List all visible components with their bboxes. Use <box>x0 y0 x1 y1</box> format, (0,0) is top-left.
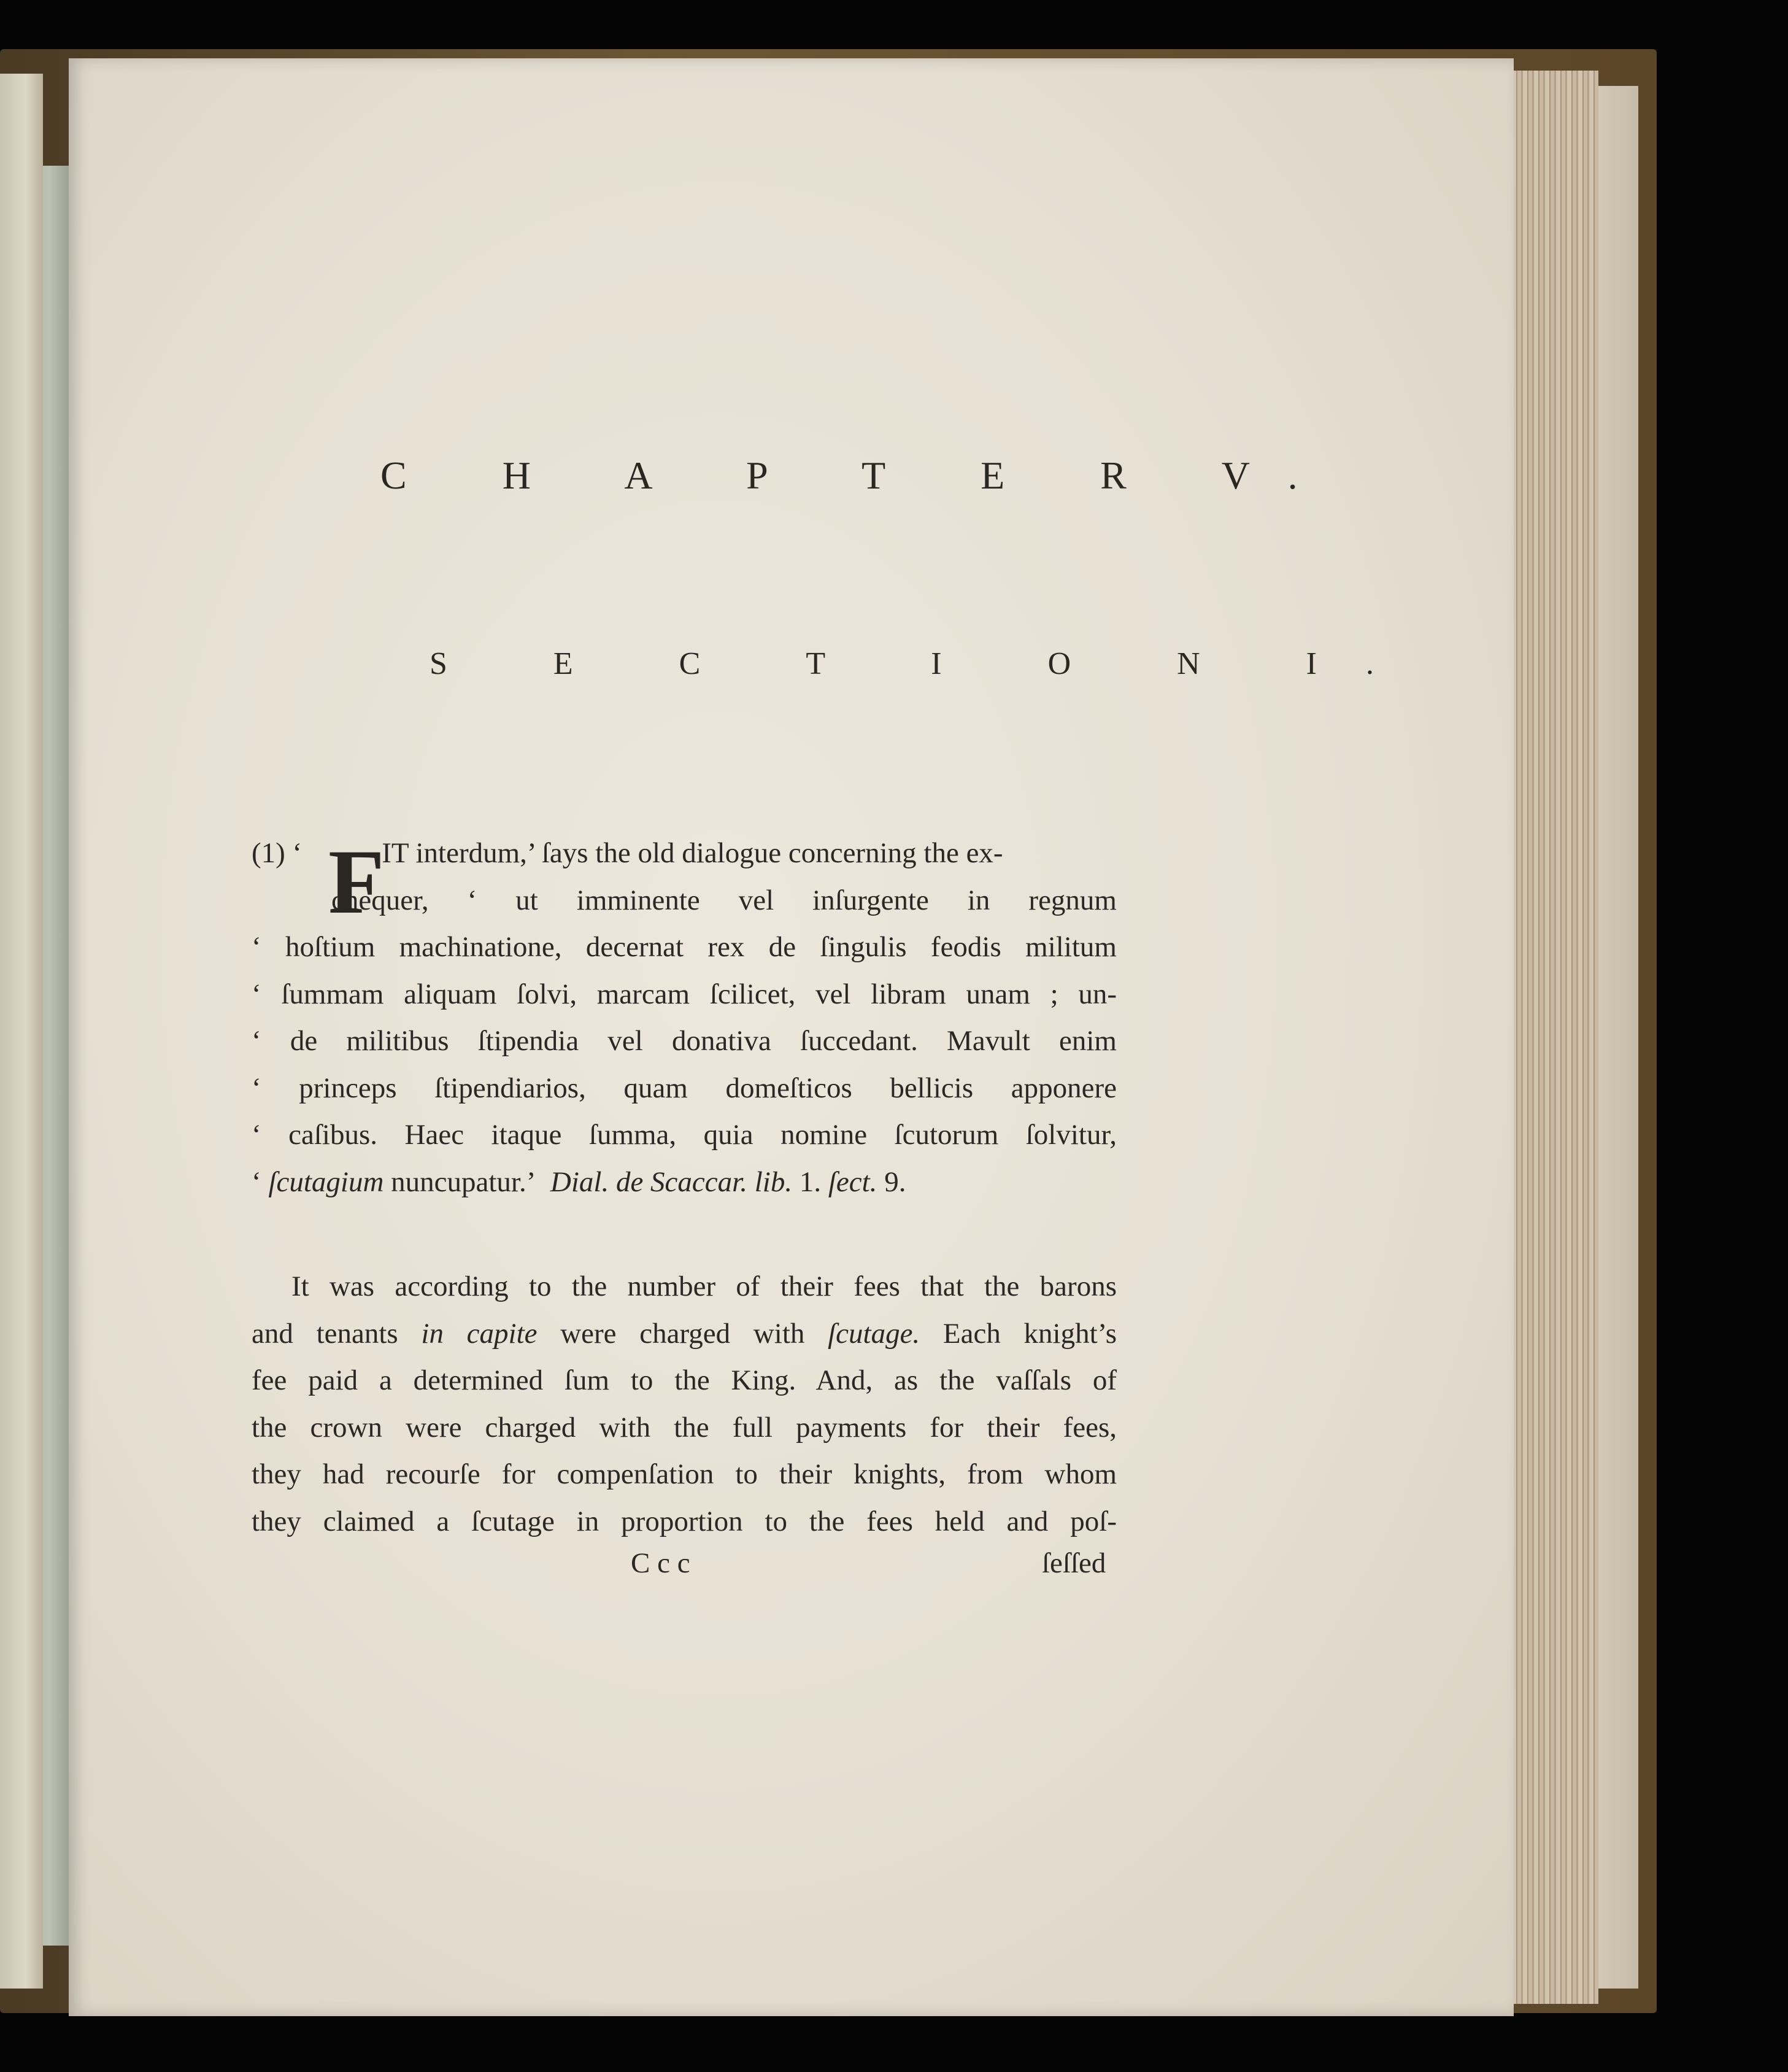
page-block-edge <box>1595 86 1638 1989</box>
quote-paragraph <box>252 830 1117 1205</box>
body-paragraph <box>252 1263 1117 1545</box>
signature-mark: C c c <box>631 1547 690 1579</box>
quote-line: ‘ princeps ſtipendiarios, quam domeſticos bellicis apponere <box>252 1072 1117 1104</box>
body-line: It was according to the number of their fees that the barons <box>291 1270 1117 1302</box>
quote-line: ‘ caſibus. Haec itaque ſumma, quia nomine ſcutorum ſolvitur, <box>252 1119 1117 1151</box>
footnote-marker: (1) ‘ <box>252 837 302 869</box>
page-edges <box>1506 71 1598 2004</box>
quote-line: ‘ hoſtium machinatione, decernat rex de ſingulis feodis militum <box>252 931 1117 963</box>
body-line: they had recourſe for compenſation to their knights, from whom <box>252 1458 1117 1490</box>
catchword: ſeſſed <box>1042 1547 1106 1579</box>
chapter-heading: C H A P T E R V. <box>380 454 1341 497</box>
quote-line: (1) ‘ IT interdum,’ ſays the old dialogue concerning the ex- <box>252 837 1003 869</box>
quote-line: ‘ de militibus ſtipendia vel donativa ſuccedant. Mavult enim <box>252 1025 1117 1057</box>
quote-line: chequer, ‘ ut imminente vel inſurgente in regnum <box>331 884 1117 916</box>
body-line: they claimed a ſcutage in proportion to the fees held and poſ- <box>252 1505 1117 1537</box>
drop-cap: F <box>328 831 385 933</box>
body-line: the crown were charged with the full payments for their fees, <box>252 1411 1117 1444</box>
previous-page <box>0 74 43 1989</box>
body-line: and tenants in capite were charged with ſcutage. Each knight’s <box>252 1317 1117 1350</box>
quote-line-citation: ‘ ſcutagium nuncupatur.’ Dial. de Scaccar. lib. 1. ſect. 9. <box>252 1166 906 1198</box>
body-line: fee paid a determined ſum to the King. And, as the vaſſals of <box>252 1364 1117 1396</box>
section-heading: S E C T I O N I. <box>430 646 1423 681</box>
quote-line: ‘ ſummam aliquam ſolvi, marcam ſcilicet, vel libram unam ; un- <box>252 978 1117 1010</box>
